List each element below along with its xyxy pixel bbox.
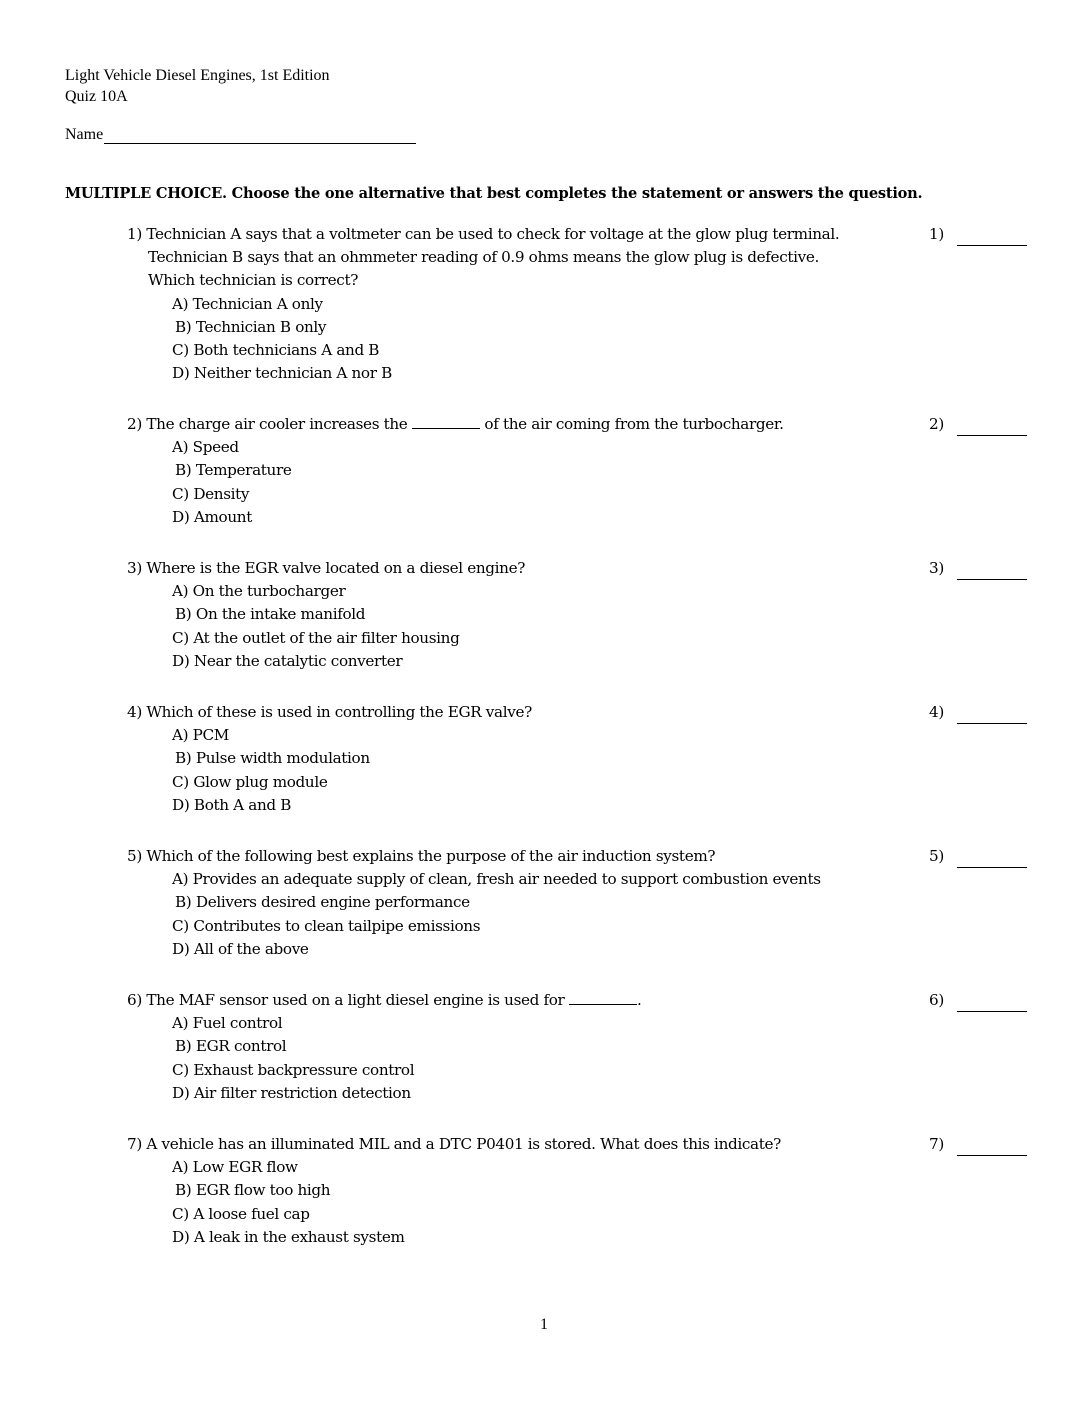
answer-slot xyxy=(929,989,1027,1012)
answer-blank[interactable] xyxy=(957,851,1027,868)
answer-blank[interactable] xyxy=(957,563,1027,580)
answer-number: 7) xyxy=(929,1135,944,1153)
question-number: 7) xyxy=(127,1135,142,1153)
fill-in-blank xyxy=(569,991,637,1005)
choice-a: A) Speed xyxy=(172,438,239,457)
choice-d: D) A leak in the exhaust system xyxy=(172,1227,405,1246)
choice-c: C) At the outlet of the air filter housing xyxy=(172,628,460,647)
choice-d: D) Amount xyxy=(172,507,252,526)
page-number: 1 xyxy=(540,1316,548,1333)
question-text: of the air coming from the turbocharger. xyxy=(484,415,784,433)
question-text: Which of these is used in controlling the EGR valve? xyxy=(146,703,532,721)
choice-c: C) Contributes to clean tailpipe emissions xyxy=(172,916,481,935)
answer-slot xyxy=(929,223,1027,246)
answer-slot xyxy=(929,701,1027,724)
question-text: Technician B says that an ohmmeter reading of 0.9 ohms means the glow plug is defective. xyxy=(148,248,819,267)
answer-number: 2) xyxy=(929,415,944,433)
choice-a: A) Low EGR flow xyxy=(172,1158,298,1177)
choice-c: C) Exhaust backpressure control xyxy=(172,1060,415,1079)
answer-blank[interactable] xyxy=(957,419,1027,436)
choice-d: D) Both A and B xyxy=(172,795,292,814)
question-text: Technician A says that a voltmeter can be used to check for voltage at the glow plug terminal. xyxy=(146,225,840,243)
question-text: A vehicle has an illuminated MIL and a DTC P0401 is stored. What does this indicate? xyxy=(146,1135,781,1153)
answer-number: 3) xyxy=(929,559,944,577)
choice-b: B) Pulse width modulation xyxy=(175,749,370,768)
document-title: Light Vehicle Diesel Engines, 1st Edition xyxy=(65,67,330,84)
choice-b: B) On the intake manifold xyxy=(175,605,366,624)
answer-blank[interactable] xyxy=(957,707,1027,724)
answer-slot xyxy=(929,413,1027,436)
choice-b: B) Delivers desired engine performance xyxy=(175,893,470,912)
answer-number: 1) xyxy=(929,225,944,243)
answer-number: 5) xyxy=(929,847,944,865)
choice-d: D) Air filter restriction detection xyxy=(172,1083,411,1102)
choice-d: D) Near the catalytic converter xyxy=(172,651,403,670)
choice-d: D) All of the above xyxy=(172,939,309,958)
answer-number: 4) xyxy=(929,703,944,721)
choice-a: A) Technician A only xyxy=(172,294,323,313)
question-2 xyxy=(127,413,1037,529)
question-number: 4) xyxy=(127,703,142,721)
choice-a: A) On the turbocharger xyxy=(172,582,346,601)
question-4 xyxy=(127,701,1037,817)
choice-b: B) Technician B only xyxy=(175,317,327,336)
question-7 xyxy=(127,1133,1037,1249)
question-3 xyxy=(127,557,1037,673)
name-field-row xyxy=(65,126,416,144)
answer-blank[interactable] xyxy=(957,995,1027,1012)
choice-a: A) PCM xyxy=(172,726,230,745)
choice-c: C) Both technicians A and B xyxy=(172,340,380,359)
question-text: Where is the EGR valve located on a diesel engine? xyxy=(146,559,526,577)
fill-in-blank xyxy=(412,415,480,429)
question-number: 5) xyxy=(127,847,142,865)
question-text: The charge air cooler increases the xyxy=(146,415,408,433)
section-instructions: MULTIPLE CHOICE. Choose the one alternative that best completes the statement or answers the question. xyxy=(65,185,923,202)
answer-slot xyxy=(929,557,1027,580)
question-text: Which of the following best explains the purpose of the air induction system? xyxy=(146,847,716,865)
quiz-label: Quiz 10A xyxy=(65,88,128,105)
answer-number: 6) xyxy=(929,991,944,1009)
name-label: Name xyxy=(65,126,104,143)
answer-slot xyxy=(929,845,1027,868)
question-number: 3) xyxy=(127,559,142,577)
choice-c: C) Density xyxy=(172,484,250,503)
choice-a: A) Provides an adequate supply of clean, fresh air needed to support combustion events xyxy=(172,870,821,889)
choice-c: C) A loose fuel cap xyxy=(172,1204,310,1223)
question-text: . xyxy=(636,991,642,1009)
answer-blank[interactable] xyxy=(957,1139,1027,1156)
question-number: 6) xyxy=(127,991,142,1009)
question-6 xyxy=(127,989,1037,1105)
question-5 xyxy=(127,845,1037,961)
answer-slot xyxy=(929,1133,1027,1156)
question-number: 1) xyxy=(127,225,142,243)
question-1 xyxy=(127,223,1037,385)
choice-b: B) EGR control xyxy=(175,1037,287,1056)
choice-d: D) Neither technician A nor B xyxy=(172,364,392,383)
choice-b: B) EGR flow too high xyxy=(175,1181,331,1200)
choice-b: B) Temperature xyxy=(175,461,292,480)
question-text: Which technician is correct? xyxy=(148,271,358,290)
choice-c: C) Glow plug module xyxy=(172,772,328,791)
question-text: The MAF sensor used on a light diesel engine is used for xyxy=(146,991,565,1009)
answer-blank[interactable] xyxy=(957,229,1027,246)
choice-a: A) Fuel control xyxy=(172,1014,283,1033)
name-blank-line[interactable] xyxy=(104,126,416,144)
question-number: 2) xyxy=(127,415,142,433)
